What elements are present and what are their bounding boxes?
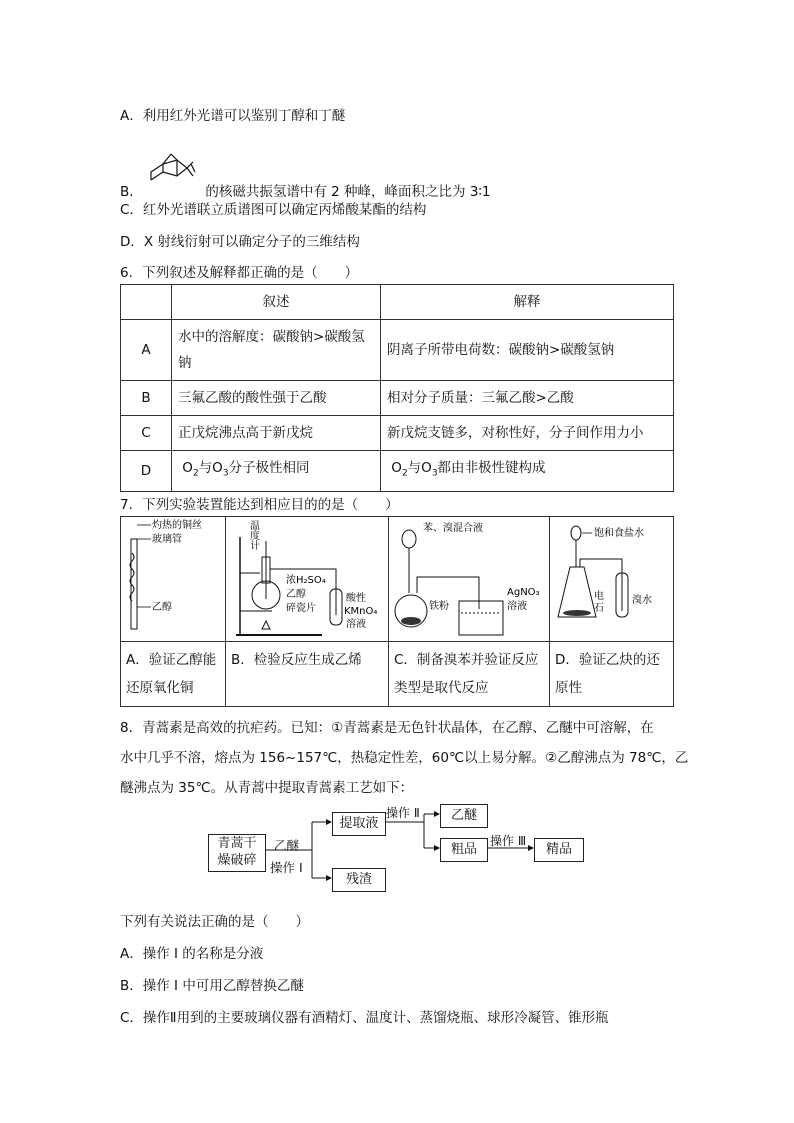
svg-text:碎瓷片: 碎瓷片	[286, 603, 316, 614]
svg-text:AgNO₃: AgNO₃	[507, 587, 540, 598]
svg-text:度: 度	[250, 531, 260, 542]
flow-crude-box: 粗品	[440, 838, 488, 862]
q8-para-1: 8．青蒿素是高效的抗疟药。已知：①青蒿素是无色针状晶体，在乙醇、乙醚中可溶解，在	[120, 720, 654, 736]
row-desc: 水中的溶解度：碳酸钠>碳酸氢钠	[172, 320, 381, 381]
row-key: D	[121, 451, 172, 492]
q8-stem2: 下列有关说法正确的是（ ）	[120, 914, 309, 930]
fig-a-label: 乙醇	[152, 602, 172, 613]
figure-b	[226, 517, 388, 641]
q5-option-b	[120, 166, 491, 202]
svg-text:电: 电	[594, 591, 604, 602]
svg-text:酸性: 酸性	[346, 593, 366, 604]
row-expl: 阴离子所带电荷数：碳酸钠>碳酸氢钠	[381, 320, 674, 381]
flow-extract-box: 提取液	[332, 812, 386, 836]
q8-option-a: A．操作 I 的名称是分液	[120, 946, 264, 962]
table-header-cell	[121, 285, 172, 320]
fig-a-label: 灼热的铜丝	[152, 520, 202, 531]
row-desc: 正戊烷沸点高于新戊烷	[172, 416, 381, 451]
q7-caption-a: A．验证乙醇能还原氧化铜	[121, 642, 226, 707]
flow-residue-box: 残渣	[332, 868, 386, 892]
norbornene-structure	[147, 152, 201, 188]
flow-op2-label: 操作 Ⅱ	[386, 806, 420, 820]
q6-stem: 6．下列叙述及解释都正确的是（ ）	[120, 265, 359, 281]
q7-stem: 7．下列实验装置能达到相应目的的是（ ）	[120, 497, 399, 513]
q5-option-a: A．利用红外光谱可以鉴别丁醇和丁醚	[120, 108, 346, 124]
q8-option-c: C．操作Ⅱ用到的主要玻璃仪器有酒精灯、温度计、蒸馏烧瓶、球形冷凝管、锥形瓶	[120, 1010, 609, 1026]
table-header-cell: 解释	[381, 285, 674, 320]
q5-option-d: D．X 射线衍射可以确定分子的三维结构	[120, 234, 360, 250]
svg-text:溴水: 溴水	[632, 595, 652, 606]
q7-caption-c: C．制备溴苯并验证反应类型是取代反应	[389, 642, 550, 707]
flow-start-box: 青蒿干 燥破碎	[208, 834, 266, 872]
table-header-cell: 叙述	[172, 285, 381, 320]
figure-d	[550, 517, 673, 641]
svg-text:KMnO₄: KMnO₄	[344, 606, 378, 617]
row-key: A	[121, 320, 172, 381]
figure-b-cell	[226, 517, 389, 642]
flow-reagent-label: 乙醚	[274, 838, 300, 853]
q8-para-3: 醚沸点为 35℃。从青蒿中提取青蒿素工艺如下：	[120, 780, 414, 796]
table-row	[121, 320, 674, 381]
figure-a-cell	[121, 517, 226, 642]
svg-text:溶液: 溶液	[346, 619, 366, 630]
q8-para-2: 水中几乎不溶，熔点为 156~157℃，热稳定性差，60℃以上易分解。②乙醇沸点为 78℃，乙	[120, 750, 689, 766]
svg-text:计: 计	[250, 541, 260, 552]
q5-option-b-prefix: B．	[120, 184, 143, 200]
svg-text:铁粉: 铁粉	[429, 601, 449, 612]
q8-option-b: B．操作 I 中可用乙醇替换乙醚	[120, 978, 304, 994]
svg-text:饱和食盐水: 饱和食盐水	[594, 528, 644, 539]
flow-op3-label: 操作 Ⅲ	[490, 834, 527, 848]
flow-op1-label: 操作 I	[270, 860, 303, 875]
row-desc: 三氟乙酸的酸性强于乙酸	[172, 381, 381, 416]
row-expl: $O_2$与$O_3$都由非极性键构成	[381, 451, 674, 492]
row-desc: $O_2$与$O_3$分子极性相同	[172, 451, 381, 492]
svg-text:乙醇: 乙醇	[286, 589, 306, 600]
table-row	[121, 381, 674, 416]
svg-text:溶液: 溶液	[507, 601, 527, 612]
q7-table	[120, 516, 674, 707]
svg-text:温: 温	[250, 521, 260, 532]
flow-fine-box: 精品	[534, 838, 584, 862]
table-row	[121, 451, 674, 492]
q5-option-b-text: 的核磁共振氢谱中有 2 种峰，峰面积之比为 3∶1	[205, 184, 491, 200]
row-expl: 新戊烷支链多，对称性好，分子间作用力小	[381, 416, 674, 451]
table-header-row	[121, 285, 674, 320]
row-key: C	[121, 416, 172, 451]
figure-a	[121, 517, 225, 641]
svg-text:浓H₂SO₄: 浓H₂SO₄	[286, 575, 326, 586]
row-key: B	[121, 381, 172, 416]
q7-caption-b: B．检验反应生成乙烯	[226, 642, 389, 707]
svg-text:石: 石	[594, 603, 604, 614]
q8-flowchart	[208, 808, 588, 892]
table-row	[121, 416, 674, 451]
figure-c	[389, 517, 549, 641]
figure-c-cell	[389, 517, 550, 642]
row-expl: 相对分子质量：三氟乙酸>乙酸	[381, 381, 674, 416]
q5-option-c: C．红外光谱联立质谱图可以确定丙烯酸某酯的结构	[120, 202, 427, 218]
flow-ether-box: 乙醚	[440, 804, 488, 828]
fig-a-label: 玻璃管	[152, 534, 182, 545]
svg-text:苯、溴混合液: 苯、溴混合液	[423, 523, 483, 534]
q6-table	[120, 284, 674, 492]
figure-d-cell	[550, 517, 674, 642]
q7-caption-d: D．验证乙炔的还原性	[550, 642, 674, 707]
